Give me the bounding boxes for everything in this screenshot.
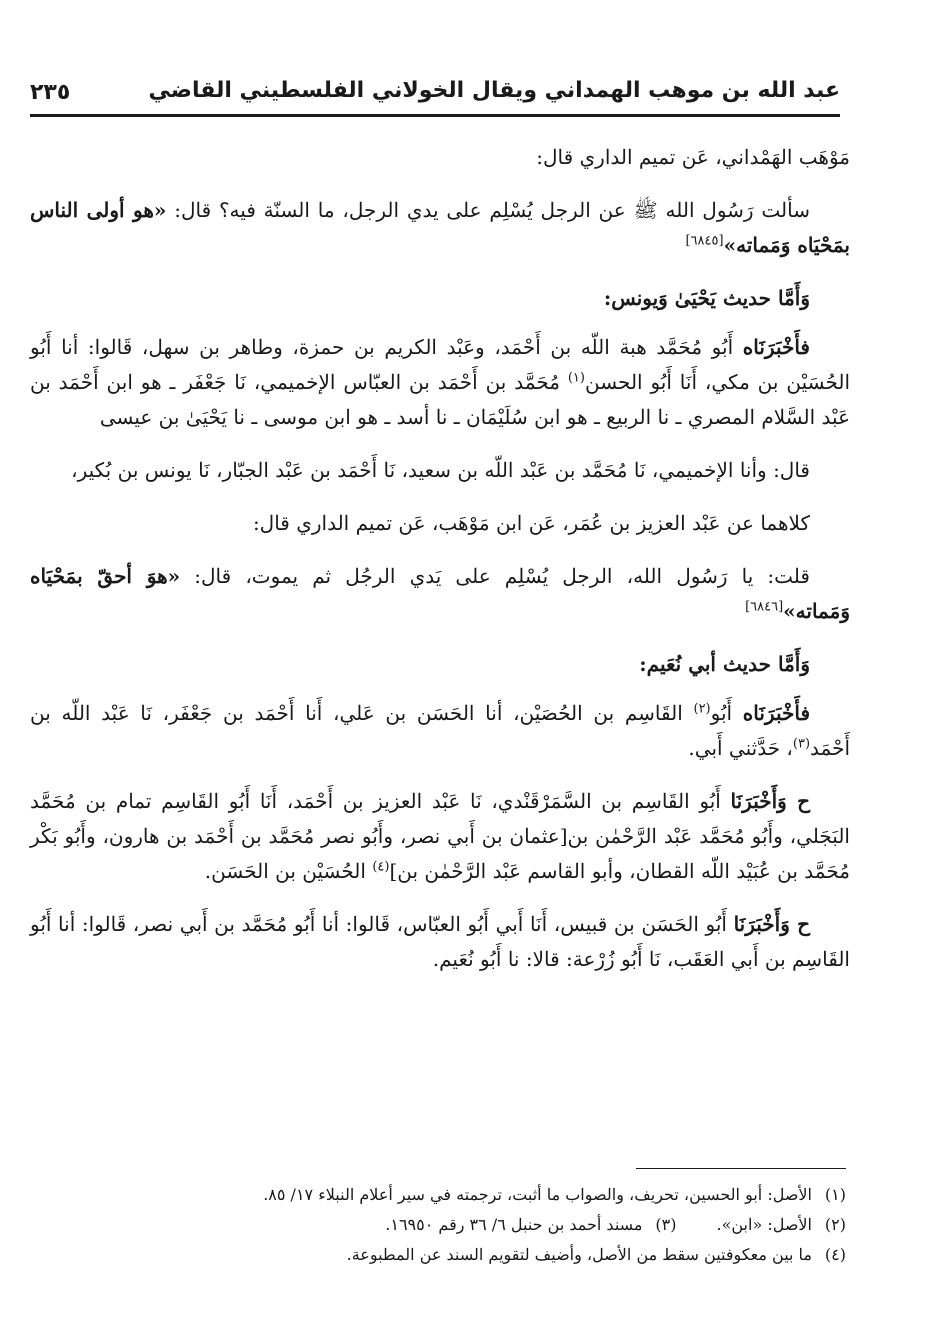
paragraph-4: قال: وأنا الإخميمي، نَا مُحَمَّد بن عَبْد اللّه بن سعيد، نَا أَحْمَد بن عَبْد الجبّار، نَا يونس بن بُكير،: [71, 458, 810, 482]
isnad-text: أَبُو القَاسِم بن السَّمَرْقَنْدي، نَا عَبْد العزيز بن أَحْمَد، أَنَا أَبُو القَاسِم تمام بن مُحَمَّد البَجَلي، وأَبُو مُحَمَّد عَبْد الرَّحْمٰن بن[عثمان بن أَبي نصر، وأَبُو نصر مُحَمَّد بن أَحْمَد بن هارون، وأَبُو بَكْر مُحَمَّد بن عُبَيْد اللّه القطان، وأبو القاسم عَبْد الرَّحْمٰن بن]: [30, 789, 850, 883]
footnote-text: الأصل: «ابن».: [716, 1215, 812, 1234]
page-number: ٢٣٥: [30, 80, 71, 105]
paragraph-2: [30, 193, 850, 263]
footnote-marker-3: (٣): [792, 736, 811, 752]
footnote-2-3: [130, 1210, 846, 1240]
hadith-question: سألت رَسُول الله ﷺ عن الرجل يُسْلِم على يدي الرجل، ما السنّة فيه؟ قال:: [166, 198, 810, 222]
footnote-1: [130, 1180, 846, 1210]
hadith-number: [٦٨٤٦]: [745, 599, 784, 615]
hadith-question: قلت: يا رَسُول الله، الرجل يُسْلِم على يَدي الرجُل ثم يموت، قال:: [180, 564, 810, 588]
akhbarana-lead: فأَخْبَرَنَاه: [742, 335, 810, 359]
hadith-quote: «هو أولى الناس بمَحْيَاه وَمَماته»: [30, 198, 850, 257]
paragraph-9: [30, 907, 850, 977]
isnad-text-continued: مُحَمَّد بن أَحْمَد بن العبّاس الإخميمي، نَا جَعْفَر ـ هو ابن أَحْمَد بن عَبْد السَّلام المصري ـ نا الربيع ـ هو ابن سُلَيْمَان ـ نا أسد ـ هو ابن موسى ـ نا يَحْيَىٰ بن عيسى: [30, 370, 850, 429]
footnote-text: مسند أحمد بن حنبل ٦/ ٣٦ رقم ١٦٩٥٠.: [385, 1215, 643, 1234]
isnad-text: أَبُو الحَسَن بن قبيس، أَنَا أَبي أَبُو العبّاس، قَالوا: أنا أَبُو مُحَمَّد بن أَبي نصر، قَالوا: أنا أَبُو القَاسِم بن أَبي العَقَب، نَا أَبُو زُرْعة: قالا: نا أَبُو نُعَيم.: [30, 912, 850, 971]
main-text: [30, 140, 850, 995]
paragraph-6: [30, 559, 850, 629]
isnad-text-end: ، حَدَّثني أَبي.: [688, 736, 793, 760]
hadith-quote: «هوَ أحقّ بمَحْيَاه وَمَماته»: [30, 564, 850, 623]
section-heading-yahya-yunus: وَأَمَّا حديث يَحْيَىٰ وَيونس:: [603, 286, 810, 310]
footnote-4: [130, 1240, 846, 1270]
akhbarana-lead: فأَخْبَرَنَاه: [742, 701, 811, 725]
footnote-number: (١): [824, 1185, 846, 1204]
section-heading-abi-nuaym: وَأَمَّا حديث أبي نُعَيم:: [639, 652, 810, 676]
paragraph-5: كلاهما عن عَبْد العزيز بن عُمَر، عَن ابن مَوْهَب، عَن تميم الداري قال:: [252, 511, 810, 535]
akhbarana-lead: ح وَأَخْبَرَنَا: [730, 789, 810, 813]
header-title: عبد الله بن موهب الهمداني ويقال الخولاني الفلسطيني القاضي: [148, 78, 840, 103]
footnote-number: (٤): [824, 1245, 846, 1264]
footnote-list: [130, 1180, 846, 1270]
footnote-number: (٣): [655, 1215, 677, 1234]
isnad-text-continued: القَاسِم بن الحُصَيْن، أنا الحَسَن بن عَلي، أَنا أَحْمَد بن جَعْفَر، نَا عَبْد اللّه بن أَحْمَد: [30, 701, 850, 760]
footnote-marker-2: (٢): [693, 701, 711, 717]
footnote-text: ما بين معكوفتين سقط من الأصل، وأضيف لتقويم السند عن المطبوعة.: [346, 1245, 812, 1264]
paragraph-7: [30, 696, 850, 766]
isnad-text: أَبُو مُحَمَّد هبة اللّه بن أَحْمَد، وعَبْد الكريم بن حمزة، وطاهر بن سهل، قَالوا: أنا أَبُو الحُسَيْن بن مكي، أَنَا أَبُو الحسن: [30, 335, 851, 394]
running-header: [30, 70, 840, 117]
isnad-text-continued: الحُسَيْن بن الحَسَن.: [204, 859, 373, 883]
akhbarana-lead: ح وَأَخْبَرَنَا: [733, 912, 810, 936]
isnad-text: أَبُو: [710, 701, 743, 725]
footnote-divider: [636, 1168, 846, 1169]
footnote-number: (٢): [824, 1215, 846, 1234]
paragraph-3: [30, 330, 850, 435]
footnote-text: الأصل: أبو الحسين، تحريف، والصواب ما أثبت، ترجمته في سير أعلام النبلاء ١٧/ ٨٥.: [263, 1185, 812, 1204]
paragraph-8: [30, 784, 850, 889]
footnote-marker-1: (١): [567, 370, 585, 386]
footnote-marker-4: (٤): [372, 859, 390, 875]
hadith-number: [٦٨٤٥]: [685, 233, 724, 249]
paragraph-1: مَوْهَب الهَمْداني، عَن تميم الداري قال:: [536, 145, 850, 169]
